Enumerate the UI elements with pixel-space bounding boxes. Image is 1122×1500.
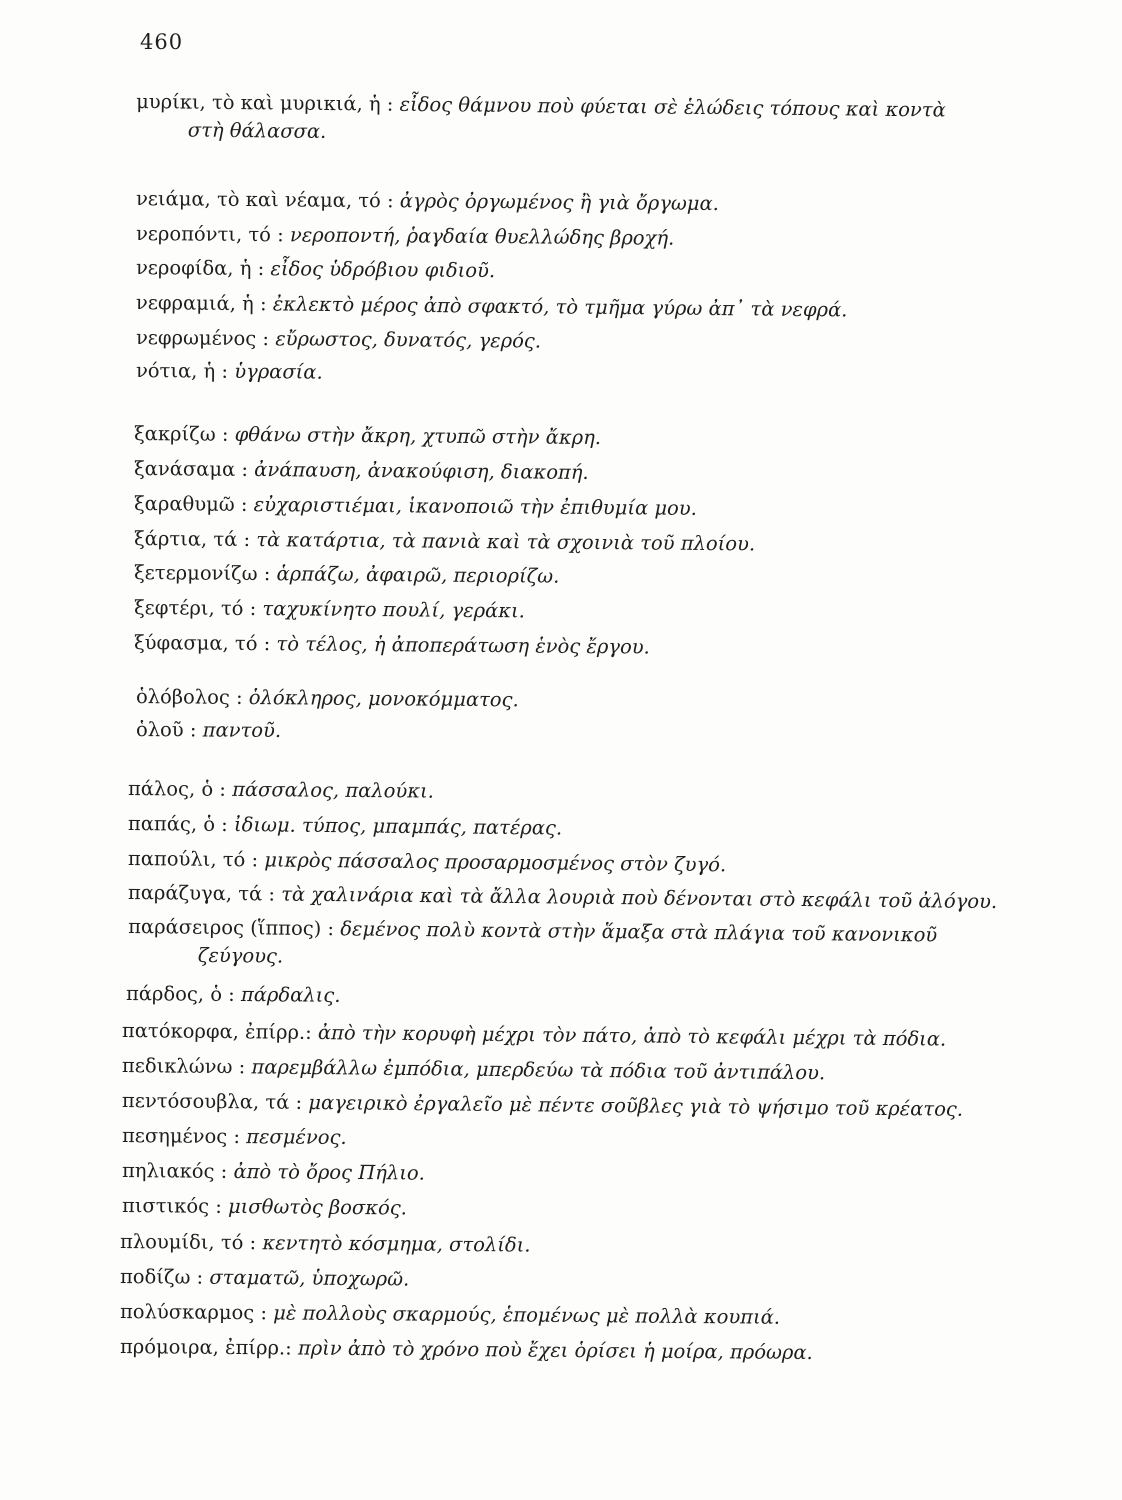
glossary-entry: [136, 185, 719, 218]
entry-term: πιστικός :: [121, 1194, 222, 1218]
glossary-entry: [136, 289, 848, 324]
entry-term: παπούλι, τό :: [127, 847, 259, 872]
entry-term: ὁλόβολος :: [135, 685, 243, 709]
entry-definition: ἀγρὸς ὀργωμένος ἢ γιὰ ὄργωμα.: [399, 189, 720, 216]
entry-definition: μαγειρικὸ ἐργαλεῖο μὲ πέντε σοῦβλες γιὰ τὸ ψήσιμο τοῦ κρέατος.: [308, 1090, 964, 1121]
glossary-entry: [128, 775, 434, 806]
entry-term: νεροπόντι, τό :: [135, 222, 284, 247]
entry-definition: κεντητὸ κόσμημα, στολίδι.: [262, 1231, 531, 1257]
entry-term: νότια, ἡ :: [135, 359, 229, 383]
entry-term: πάλος, ὁ :: [127, 777, 227, 801]
entry-definition: τὰ κατάρτια, τὰ πανιὰ καὶ τὰ σχοινιὰ τοῦ πλοίου.: [256, 528, 756, 556]
entry-definition: σταματῶ, ὑποχωρῶ.: [209, 1265, 410, 1291]
glossary-entry: [128, 879, 997, 916]
glossary-entry: [120, 1298, 780, 1332]
entry-definition: μισθωτὸς βοσκός.: [227, 1194, 408, 1220]
entry-term: ξετερμονίζω :: [133, 561, 271, 586]
entry-definition: ἐκλεκτὸ μέρος ἀπὸ σφακτό, τὸ τμῆμα γύρω ἀπ᾿ τὰ νεφρά.: [272, 292, 848, 322]
entry-term: πολύσκαρμος :: [119, 1300, 268, 1325]
entry-term: παράσειρος (ἵππος) :: [128, 915, 335, 941]
entry-definition: δεμένος πολὺ κοντὰ στὴν ἅμαξα στὰ πλάγια τοῦ κανονικοῦ: [340, 917, 938, 947]
entry-term: πεσημένος :: [121, 1124, 241, 1149]
entry-definition: πρὶν ἀπὸ τὸ χρόνο ποὺ ἔχει ὁρίσει ἡ μοίρα, πρόωρα.: [297, 1336, 813, 1365]
glossary-entry: [136, 220, 675, 253]
glossary-entry: [122, 1157, 425, 1188]
entry-term: ξακρίζω :: [133, 422, 229, 446]
entry-definition: πεσμένος.: [246, 1125, 347, 1149]
entry-term: ξανάσαμα :: [133, 457, 249, 481]
entry-term: ξύφασμα, τό :: [133, 631, 271, 656]
glossary-entry: [136, 324, 541, 356]
entry-continuation: ζεύγους.: [197, 943, 284, 968]
entry-definition: μὲ πολλοὺς σκαρμούς, ἑπομένως μὲ πολλὰ κουπιά.: [273, 1301, 781, 1329]
glossary-entry: [122, 1122, 347, 1152]
glossary-entry: [120, 1333, 813, 1367]
glossary-entry: [136, 254, 495, 285]
glossary-entry: [134, 455, 589, 487]
entry-term: πηλιακός :: [121, 1159, 228, 1183]
entry-term: πατόκορφα, ἐπίρρ.:: [121, 1019, 312, 1044]
glossary-entry: [136, 716, 281, 745]
glossary-entry: [136, 357, 323, 387]
glossary-entry: [128, 810, 562, 843]
glossary-entry: [134, 525, 755, 558]
glossary-entry: [122, 1017, 946, 1054]
entry-term: μυρίκι, τὸ καὶ μυρικιά, ἡ :: [136, 90, 394, 116]
entry-continuation: στὴ θάλασσα.: [187, 118, 327, 143]
entry-definition: εὐχαριστιέμαι, ἱκανοποιῶ τὴν ἐπιθυμία μου.: [253, 493, 697, 520]
glossary-entry: [136, 88, 946, 152]
entry-definition: τὰ χαλινάρια καὶ τὰ ἄλλα λουριὰ ποὺ δένονται στὸ κεφάλι τοῦ ἀλόγου.: [281, 882, 998, 914]
entry-definition: ἀνάπαυση, ἀνακούφιση, διακοπή.: [254, 458, 589, 484]
entry-definition: εἶδος ὑδρόβιου φιδιοῦ.: [270, 257, 496, 283]
glossary-entry: [126, 980, 341, 1010]
entry-definition: εὔρωστος, δυνατός, γερός.: [275, 327, 542, 353]
entry-term: παράζυγα, τά :: [127, 881, 276, 906]
glossary-entry: [134, 420, 601, 452]
glossary-entry: [136, 683, 519, 714]
entry-definition: παρεμβάλλω ἐμπόδια, μπερδεύω τὰ πόδια τοῦ ἀντιπάλου.: [251, 1055, 826, 1085]
entry-definition: τὸ τέλος, ἡ ἀποπεράτωση ἑνὸς ἔργου.: [276, 632, 650, 659]
entry-definition: ἁρπάζω, ἀφαιρῶ, περιορίζω.: [276, 562, 560, 588]
entry-term: πλουμίδι, τό :: [119, 1230, 257, 1255]
entry-definition: ὁλόκληρος, μονοκόμματος.: [248, 685, 519, 712]
entry-definition: ἀπὸ τὸ ὄρος Πήλιο.: [233, 1159, 425, 1185]
entry-term: ξάρτια, τά :: [133, 527, 251, 552]
glossary-entry: [122, 1052, 825, 1087]
entry-definition: ἰδιωμ. τύπος, μπαμπάς, πατέρας.: [233, 813, 563, 840]
entry-term: νεφρωμένος :: [135, 326, 270, 351]
entry-definition: φθάνω στὴν ἄκρη, χτυπῶ στὴν ἄκρη.: [234, 422, 602, 450]
entry-term: ὁλοῦ :: [135, 718, 197, 742]
entry-definition: πάρδαλις.: [240, 983, 341, 1007]
glossary-entry: [122, 1192, 407, 1222]
entry-term: νειάμα, τὸ καὶ νέαμα, τό :: [135, 187, 394, 213]
glossary-entry: [134, 490, 697, 523]
glossary-entry: [120, 1228, 531, 1260]
glossary-entry: [134, 594, 525, 625]
entry-definition: παντοῦ.: [202, 718, 282, 743]
entry-term: πεδικλώνω :: [121, 1054, 246, 1079]
entry-term: πεντόσουβλα, τά :: [121, 1089, 303, 1114]
entry-definition: ἀπὸ τὴν κορυφὴ μέχρι τὸν πάτο, ἀπὸ τὸ κεφάλι μέχρι τὰ πόδια.: [317, 1021, 947, 1051]
entry-definition: μικρὸς πάσσαλος προσαρμοσμένος στὸν ζυγό.: [264, 848, 727, 877]
glossary-entry: [128, 845, 726, 879]
glossary-entry: [134, 559, 560, 591]
glossary-entry: [122, 1087, 963, 1124]
entry-definition: ὑγρασία.: [234, 359, 323, 384]
entry-term: ποδίζω :: [119, 1265, 204, 1289]
entry-term: ξαραθυμῶ :: [133, 492, 248, 516]
glossary-entry: [128, 913, 938, 977]
entry-definition: εἶδος θάμνου ποὺ φύεται σὲ ἑλώδεις τόπους καὶ κοντὰ: [399, 92, 946, 122]
entry-term: παπάς, ὁ :: [127, 812, 228, 837]
entry-definition: πάσσαλος, παλούκι.: [232, 777, 434, 803]
entry-term: ξεφτέρι, τό :: [133, 596, 257, 621]
entry-definition: νεροποντή, ῥαγδαία θυελλώδης βροχή.: [289, 223, 675, 250]
page-number: 460: [140, 30, 184, 54]
entry-term: νεφραμιά, ἡ :: [135, 291, 267, 316]
entry-term: πάρδος, ὁ :: [125, 982, 235, 1006]
glossary-entry: [134, 629, 650, 662]
entry-term: πρόμοιρα, ἐπίρρ.:: [119, 1335, 292, 1360]
entry-term: νεροφίδα, ἡ :: [135, 256, 265, 281]
glossary-entry: [120, 1263, 410, 1294]
entry-definition: ταχυκίνητο πουλί, γεράκι.: [262, 597, 526, 623]
